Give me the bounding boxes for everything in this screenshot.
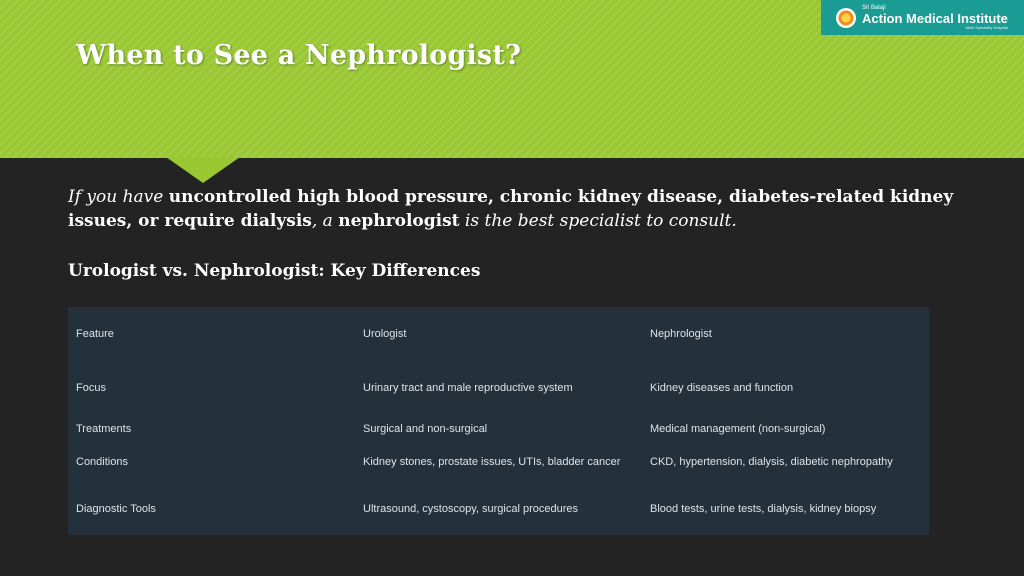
table-cell-nephrologist: Kidney diseases and function	[650, 382, 794, 394]
hospital-logo	[821, 0, 1024, 35]
header-notch	[166, 157, 240, 183]
logo-name: Action Medical Institute	[862, 11, 1008, 26]
table-cell-urologist: Kidney stones, prostate issues, UTIs, bladder cancer	[363, 456, 621, 468]
logo-text	[862, 5, 1008, 30]
logo-tagline: Multi Speciality Hospital	[965, 25, 1008, 30]
comparison-table	[68, 307, 929, 535]
table-cell-feature: Conditions	[76, 456, 128, 468]
table-cell-feature: Treatments	[76, 423, 132, 435]
table-cell-urologist: Surgical and non-surgical	[363, 423, 488, 435]
intro-paragraph	[68, 185, 968, 233]
intro-conditions: uncontrolled high blood pressure, chronic kidney disease, diabetes-related kidney issues, or require dialysis	[68, 187, 954, 231]
table-cell-nephrologist: Blood tests, urine tests, dialysis, kidney biopsy	[650, 503, 877, 515]
table-cell-nephrologist: CKD, hypertension, dialysis, diabetic nephropathy	[650, 456, 893, 468]
table-header-nephrologist: Nephrologist	[650, 328, 712, 340]
logo-small-text: Sri Balaji	[862, 5, 886, 11]
intro-text-1: If you have	[68, 187, 169, 207]
table-header-feature: Feature	[76, 328, 114, 340]
table-header-urologist: Urologist	[363, 328, 407, 340]
table-cell-urologist: Ultrasound, cystoscopy, surgical procedures	[363, 503, 579, 515]
section-heading: Urologist vs. Nephrologist: Key Differences	[68, 261, 481, 281]
table-cell-urologist: Urinary tract and male reproductive system	[363, 382, 573, 394]
page-title: When to See a Nephrologist?	[76, 40, 522, 71]
intro-specialist: nephrologist	[338, 211, 460, 231]
table-cell-feature: Focus	[76, 382, 106, 394]
intro-text-2: , a	[311, 211, 339, 231]
table-cell-nephrologist: Medical management (non-surgical)	[650, 423, 826, 435]
table-cell-feature: Diagnostic Tools	[76, 503, 156, 515]
logo-emblem-icon	[836, 8, 856, 28]
intro-text-3: is the best specialist to consult.	[459, 211, 737, 231]
